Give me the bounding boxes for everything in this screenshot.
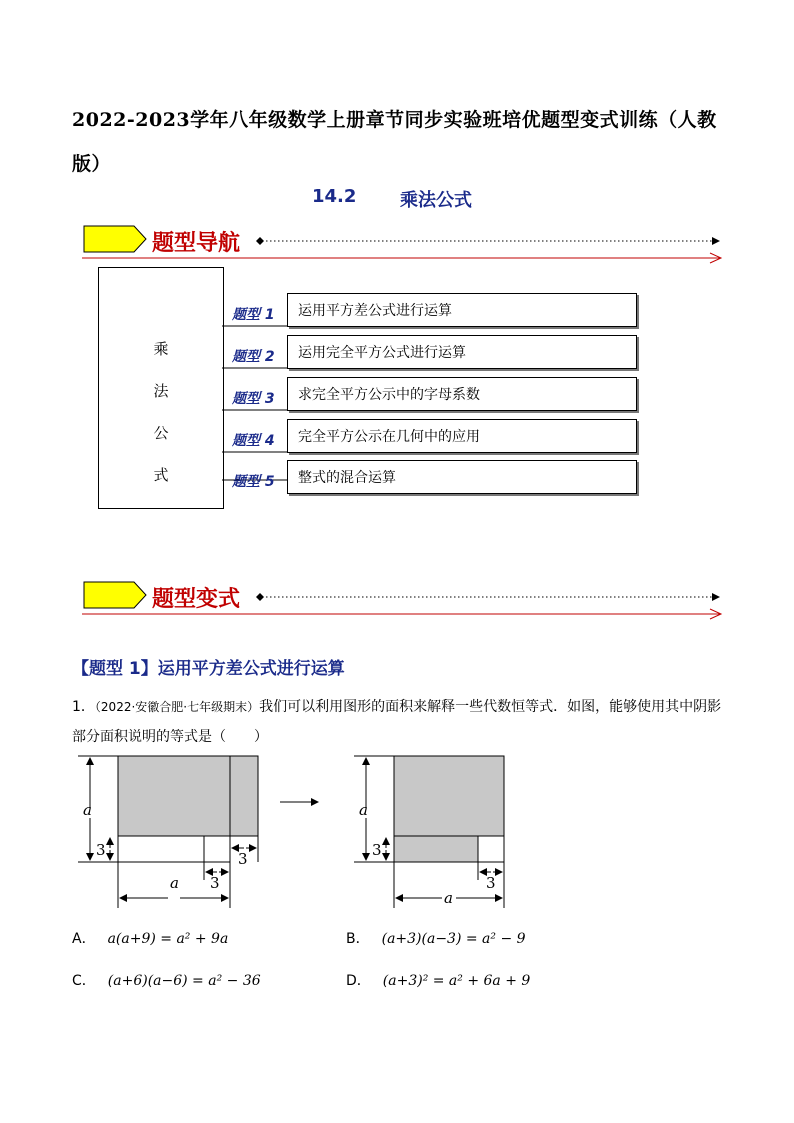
nav-label-4: 题型 4 [232,433,275,449]
option-a[interactable] [72,928,228,948]
area-figure [70,748,520,916]
figure-label-3: 3 [210,874,220,892]
option-expression: a(a+9) = a² + 9a [107,931,229,947]
section-name: 乘法公式 [400,190,472,211]
nav-item-text: 运用完全平方公式进行运算 [298,345,466,361]
question-number: 1． [72,699,95,715]
option-c[interactable] [72,970,261,990]
question-body: 我们可以利用图形的面积来解释一些代数恒等式．如图，能够使用其中阴影部分面积说明的等式是（ ） [72,699,722,745]
nav-item-4[interactable] [287,419,637,453]
figure-label-a: a [359,801,368,819]
option-expression: (a+6)(a−6) = a² − 36 [107,973,261,989]
topic-char: 式 [153,466,169,484]
figure-label-3: 3 [96,841,106,859]
nav-banner [82,220,730,264]
topic-char: 乘 [153,340,169,358]
nav-label-1: 题型 1 [232,307,275,323]
nav-item-2[interactable] [287,335,637,369]
option-expression: (a+3)(a−3) = a² − 9 [381,931,526,947]
question-type-heading: 【题型 1】运用平方差公式进行运算 [72,659,345,679]
figure-label-3: 3 [486,874,496,892]
figure-label-3: 3 [238,850,248,868]
figure-label-a: a [170,874,179,892]
nav-item-1[interactable] [287,293,637,327]
nav-item-text: 运用平方差公式进行运算 [298,303,452,319]
nav-item-5[interactable] [287,460,637,494]
nav-item-text: 整式的混合运算 [298,470,396,486]
option-letter: D． [346,973,371,989]
nav-item-text: 完全平方公示在几何中的应用 [298,429,480,445]
section-number: 14.2 [312,186,357,207]
question-source: （2022·安徽合肥·七年级期末） [94,700,260,714]
variants-banner-text: 题型变式 [152,587,241,612]
topic-char: 法 [153,382,169,400]
option-expression: (a+3)² = a² + 6a + 9 [382,973,531,989]
option-letter: A． [72,931,96,947]
topic-char: 公 [153,424,169,442]
nav-label-5: 题型 5 [232,474,275,490]
option-d[interactable] [346,970,530,990]
option-b[interactable] [346,928,526,948]
nav-item-text: 求完全平方公示中的字母系数 [298,387,480,403]
nav-label-2: 题型 2 [232,349,275,365]
figure-label-3: 3 [372,841,382,859]
figure-label-a: a [444,889,453,907]
option-letter: B． [346,931,370,947]
topic-box [98,267,224,509]
document-title: 2022-2023学年八年级数学上册章节同步实验班培优题型变式训练（人教版） [72,109,717,175]
nav-label-3: 题型 3 [232,391,275,407]
variants-banner [82,576,730,620]
nav-item-3[interactable] [287,377,637,411]
option-letter: C． [72,973,96,989]
figure-label-a: a [83,801,92,819]
nav-banner-text: 题型导航 [152,231,241,256]
question-text [72,692,722,752]
